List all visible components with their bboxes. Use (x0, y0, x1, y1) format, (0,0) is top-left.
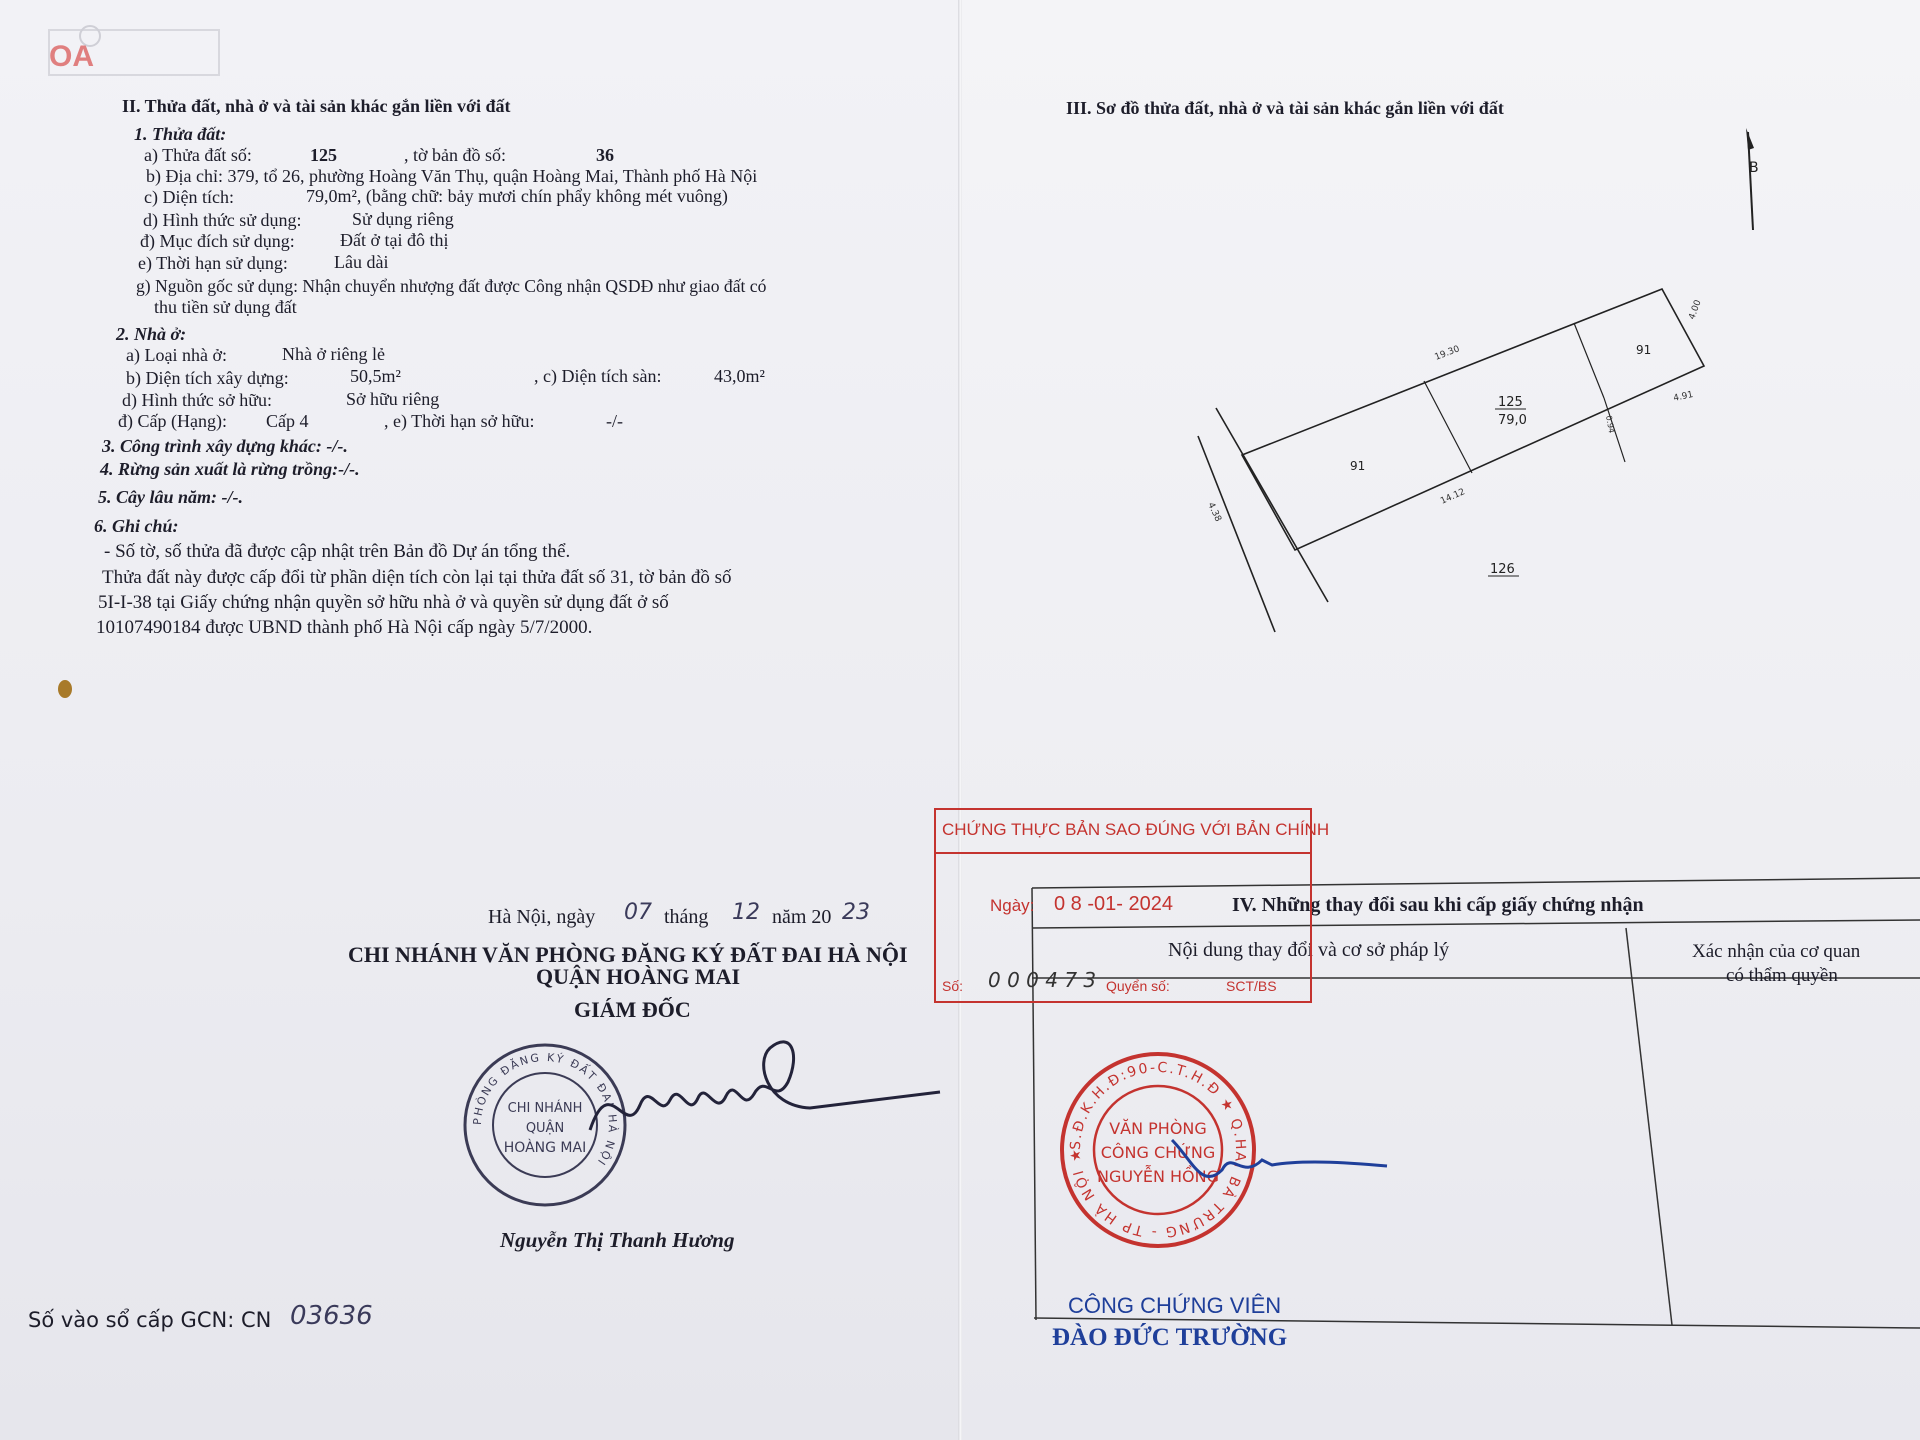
certify-stamp (934, 808, 1330, 1003)
note-line-3: 5I-I-38 tại Giấy chứng nhận quyền sở hữu nhà ở và quyền sử dụng đất ở số (98, 592, 669, 613)
note-line-4: 10107490184 được UBND thành phố Hà Nội cấp ngày 5/7/2000. (96, 617, 593, 638)
dim-left: 4.38 (1205, 501, 1223, 524)
land-purpose-value: Đất ở tại đô thị (340, 230, 449, 250)
dim-right-top: 4.00 (1687, 298, 1704, 322)
issue-date-prefix: Hà Nội, ngày (488, 906, 596, 928)
right-page (942, 0, 1920, 1440)
land-usage-form-value: Sử dụng riêng (352, 209, 454, 229)
notary-title: CÔNG CHỨNG VIÊN (1068, 1293, 1282, 1318)
land-heading: 1. Thửa đất: (134, 124, 227, 144)
svg-text:HOÀNG MAI: HOÀNG MAI (503, 1140, 587, 1156)
planted-forest: 4. Rừng sản xuất là rừng trồng:-/-. (100, 459, 360, 479)
table-col-changes: Nội dung thay đổi và cơ sở pháp lý (1168, 939, 1450, 961)
svg-text:QUẬN: QUẬN (525, 1121, 565, 1136)
north-label: B (1749, 160, 1759, 176)
dim-bottom: 14.12 (1439, 487, 1467, 507)
house-term-label: , e) Thời hạn sở hữu: (384, 411, 535, 431)
land-area-label: c) Diện tích: (144, 187, 234, 207)
house-grade-label: đ) Cấp (Hạng): (118, 411, 227, 431)
director-signature (570, 1010, 950, 1150)
house-type-label: a) Loại nhà ở: (126, 345, 227, 365)
svg-text:OA: OA (49, 40, 94, 73)
section-iv-title: IV. Những thay đổi sau khi cấp giấy chứng nhận (1232, 894, 1644, 916)
land-term-value: Lâu dài (334, 252, 389, 272)
land-origin-line2: thu tiền sử dụng đất (154, 297, 297, 317)
table-col-confirm-line2: có thẩm quyền (1726, 965, 1838, 986)
certify-title: CHỨNG THỰC BẢN SAO ĐÚNG VỚI BẢN CHÍNH (942, 820, 1330, 839)
house-heading: 2. Nhà ở: (116, 324, 187, 344)
parcel-outline (1242, 289, 1704, 550)
svg-text:CÔNG CHỨNG: CÔNG CHỨNG (1100, 1143, 1216, 1162)
svg-text:CHI NHÁNH: CHI NHÁNH (507, 1101, 583, 1116)
land-parcel-number: 125 (310, 145, 337, 165)
land-a-label: a) Thửa đất số: (144, 145, 252, 165)
note-line-2: Thửa đất này được cấp đổi từ phần diện tích còn lại tại thửa đất số 31, tờ bản đồ số (102, 567, 732, 588)
land-purpose-label: đ) Mục đích sử dụng: (140, 231, 295, 251)
certify-book-value: SCT/BS (1226, 978, 1277, 994)
issue-date-day: 07 (624, 900, 652, 925)
corner-logo (44, 20, 244, 80)
issue-date-month-label: tháng (664, 906, 709, 928)
section-iii-title: III. Sơ đồ thửa đất, nhà ở và tài sản khác gắn liền với đất (1066, 98, 1504, 118)
other-construction: 3. Công trình xây dựng khác: -/-. (102, 436, 348, 456)
neighbor-south-parcel: 126 (1490, 562, 1515, 577)
land-map-number: 36 (596, 145, 614, 165)
land-term-label: e) Thời hạn sử dụng: (138, 253, 288, 273)
land-map-label: , tờ bản đồ số: (404, 145, 507, 165)
org-line-1: CHI NHÁNH VĂN PHÒNG ĐĂNG KÝ ĐẤT ĐAI HÀ NỘI (348, 942, 908, 967)
notary-signature (1162, 1120, 1402, 1200)
house-grade-value: Cấp 4 (266, 411, 309, 431)
register-number: 03636 (290, 1301, 373, 1331)
note-line-1: - Số tờ, số thửa đã được cập nhật trên Bản đồ Dự án tổng thể. (104, 541, 571, 562)
issue-date-year: 23 (842, 900, 870, 925)
dim-right-mid: 4.91 (1672, 389, 1695, 404)
house-floor-area-label: , c) Diện tích sàn: (534, 366, 662, 386)
house-floor-area-value: 43,0m² (714, 366, 765, 386)
house-ownership-value: Sở hữu riêng (346, 389, 440, 409)
parcel-sketch (962, 120, 1920, 640)
section-ii-title: II. Thửa đất, nhà ở và tài sản khác gắn liền với đất (122, 96, 511, 116)
issue-date-month: 12 (732, 900, 760, 925)
ink-spot (58, 680, 72, 698)
svg-text:S.Đ.K.H.Đ:90-C.T.H.Đ ★ Q.HAI B: S.Đ.K.H.Đ:90-C.T.H.Đ ★ Q.HAI BÀ TRƯNG - TP HÀ NỘI ★ (1067, 1059, 1249, 1241)
register-label: Số vào sổ cấp GCN: CN (28, 1308, 272, 1332)
svg-text:NGUYỄN HỒNG: NGUYỄN HỒNG (1096, 1167, 1220, 1186)
neighbor-east-parcel: 91 (1636, 343, 1652, 357)
house-term-value: -/- (606, 411, 623, 431)
house-type-value: Nhà ở riêng lẻ (282, 344, 385, 364)
notes-heading: 6. Ghi chú: (94, 516, 179, 536)
certify-book-label: Quyển số: (1106, 978, 1170, 994)
land-origin-line1: g) Nguồn gốc sử dụng: Nhận chuyển nhượng đất được Công nhận QSDĐ như giao đất có (136, 276, 767, 296)
certify-date-label: Ngày: (990, 896, 1035, 915)
perennial-trees: 5. Cây lâu năm: -/-. (98, 487, 244, 507)
north-arrow-icon (1746, 128, 1754, 150)
land-usage-form-label: d) Hình thức sử dụng: (143, 210, 302, 230)
org-line-3: GIÁM ĐỐC (574, 997, 691, 1022)
issue-date-year-label: năm 20 (772, 906, 832, 928)
house-build-area-value: 50,5m² (350, 366, 401, 386)
svg-text:PHÒNG ĐĂNG KÝ ĐẤT ĐAI HÀ NỘI: PHÒNG ĐĂNG KÝ ĐẤT ĐAI HÀ NỘI (470, 1050, 620, 1169)
org-line-2: QUẬN HOÀNG MAI (536, 964, 741, 989)
land-area-value: 79,0m², (bằng chữ: bảy mươi chín phẩy không mét vuông) (306, 186, 728, 206)
signer-name: Nguyễn Thị Thanh Hương (500, 1228, 735, 1252)
svg-text:VĂN PHÒNG: VĂN PHÒNG (1109, 1119, 1207, 1138)
table-col-confirm-line1: Xác nhận của cơ quan (1692, 941, 1861, 962)
dim-top: 19.30 (1433, 344, 1462, 363)
certify-no-label: Số: (942, 978, 964, 994)
house-build-area-label: b) Diện tích xây dựng: (126, 368, 289, 388)
dim-inner: 0.94 (1604, 414, 1616, 434)
certify-date-value: 0 8 -01- 2024 (1054, 893, 1173, 915)
land-address: b) Địa chỉ: 379, tổ 26, phường Hoàng Văn Thụ, quận Hoàng Mai, Thành phố Hà Nội (146, 166, 758, 186)
house-ownership-label: d) Hình thức sở hữu: (122, 390, 273, 410)
parcel-number: 125 (1498, 395, 1523, 410)
certify-no-value: 0 0 0 4 7 3 (988, 968, 1097, 992)
neighbor-west-parcel: 91 (1350, 459, 1366, 473)
notary-name: ĐÀO ĐỨC TRƯỜNG (1052, 1324, 1288, 1351)
parcel-area: 79,0 (1498, 413, 1527, 428)
